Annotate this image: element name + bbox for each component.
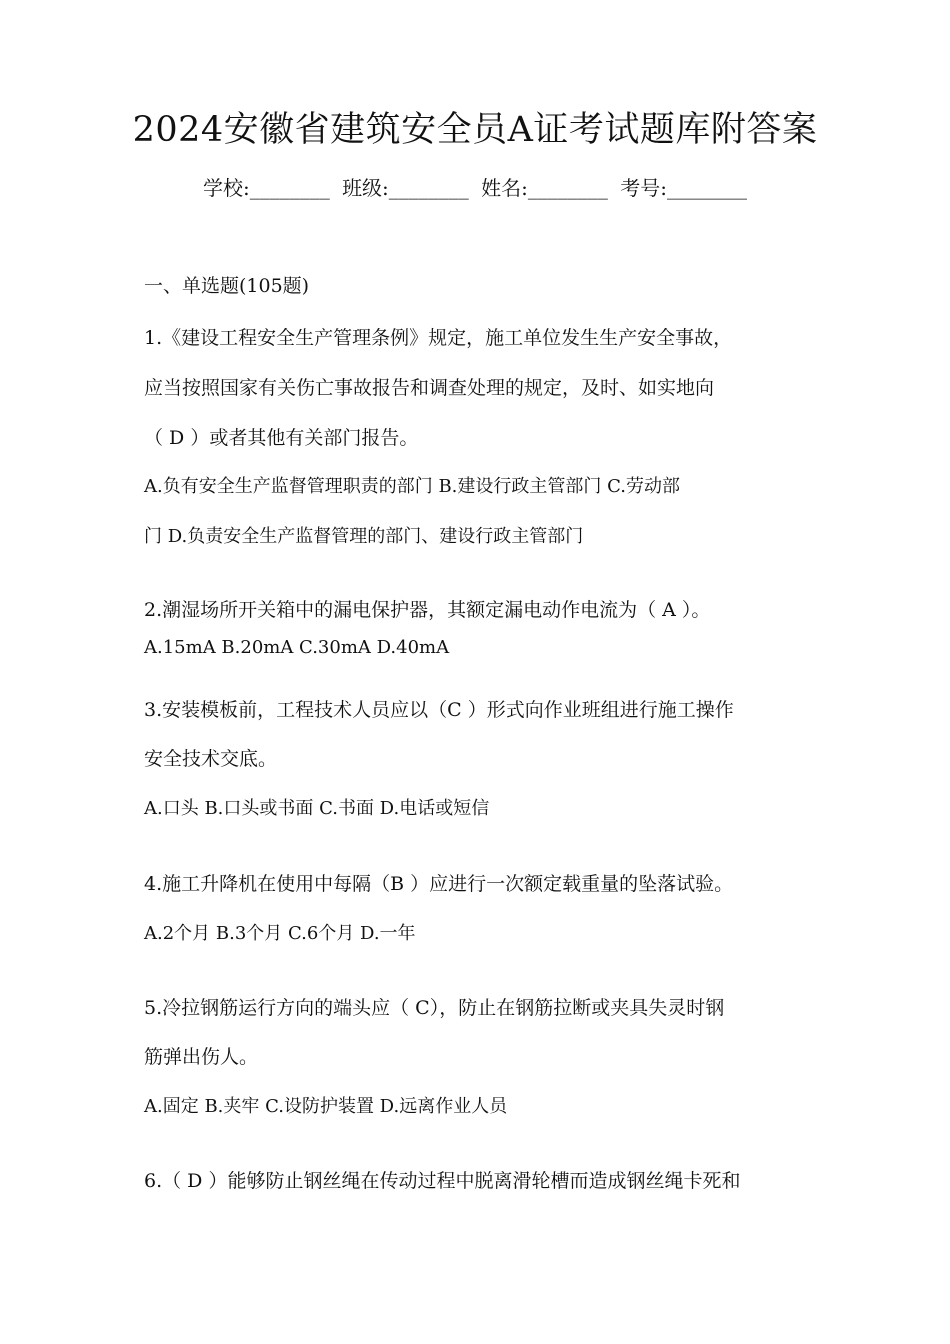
options-line: A.口头 B.口头或书面 C.书面 D.电话或短信	[144, 798, 490, 819]
question-line: 5.冷拉钢筋运行方向的端头应（ C），防止在钢筋拉断或夹具失灵时钢	[144, 997, 725, 1019]
question-line: 应当按照国家有关伤亡事故报告和调查处理的规定，及时、如实地向	[144, 377, 715, 399]
options-line: A.2个月 B.3个月 C.6个月 D.一年	[144, 923, 416, 944]
name-field: 姓名:________	[481, 176, 608, 200]
options-line: A.负有安全生产监督管理职责的部门 B.建设行政主管部门 C.劳动部	[144, 476, 680, 497]
options-line: 门 D.负责安全生产监督管理的部门、建设行政主管部门	[144, 526, 584, 547]
school-field: 学校:________	[202, 176, 330, 200]
exam-number-field: 考号:________	[620, 176, 748, 200]
question-line: 4.施工升降机在使用中每隔（B ）应进行一次额定载重量的坠落试验。	[144, 873, 734, 895]
question-line: 筋弹出伤人。	[144, 1046, 259, 1068]
options-line: A.15mA B.20mA C.30mA D.40mA	[144, 637, 450, 658]
question-line: 3.安装模板前，工程技术人员应以（C ）形式向作业班组进行施工操作	[144, 699, 734, 721]
question-line: （ D ）或者其他有关部门报告。	[144, 427, 419, 449]
question-line: 安全技术交底。	[144, 748, 278, 770]
section-heading: 一、单选题(105题)	[144, 275, 310, 297]
options-line: A.固定 B.夹牢 C.设防护装置 D.远离作业人员	[144, 1096, 508, 1117]
question-line: 2.潮湿场所开关箱中的漏电保护器，其额定漏电动作电流为（ A ）。	[144, 599, 711, 621]
student-info-line	[0, 172, 950, 201]
class-field: 班级:________	[342, 176, 469, 200]
document-title: 2024安徽省建筑安全员A证考试题库附答案	[132, 110, 818, 150]
question-line: 1.《建设工程安全生产管理条例》规定，施工单位发生生产安全事故，	[144, 327, 733, 349]
question-line: 6.（ D ）能够防止钢丝绳在传动过程中脱离滑轮槽而造成钢丝绳卡死和	[144, 1170, 741, 1192]
